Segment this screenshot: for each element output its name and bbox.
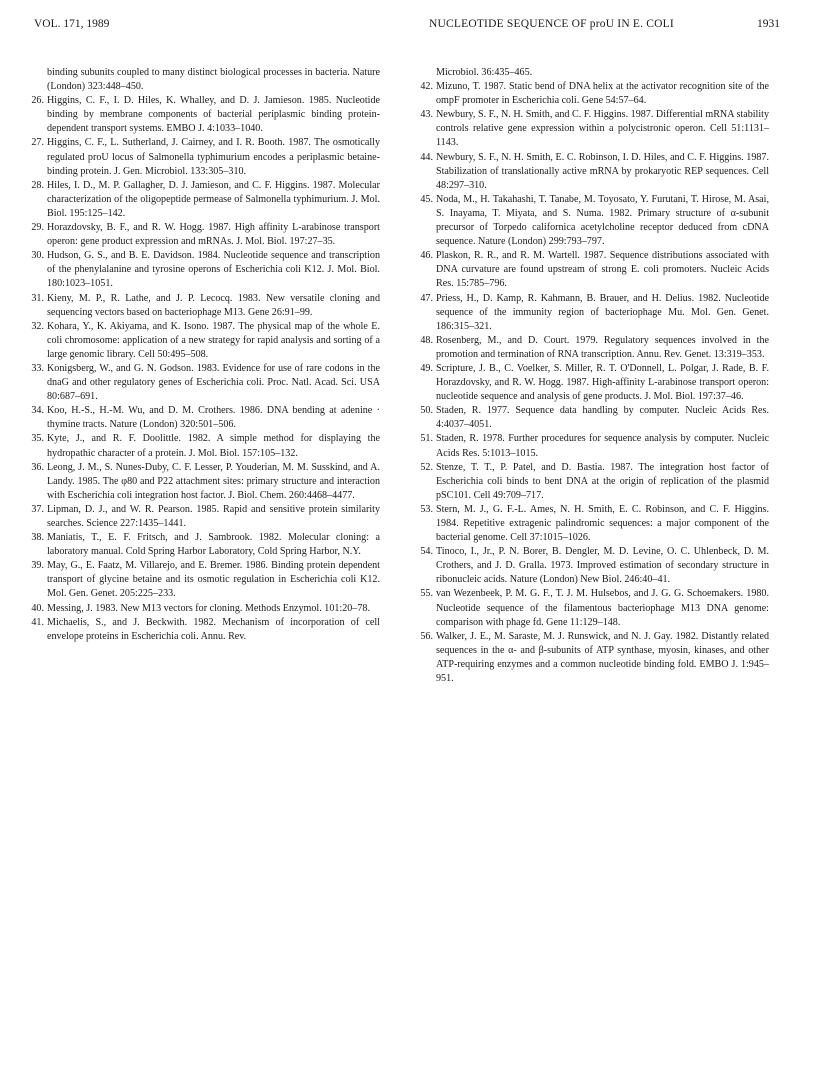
reference-entry xyxy=(31,221,380,249)
reference-text: Stern, M. J., G. F.-L. Ames, N. H. Smith, E. C. Robinson, and C. F. Higgins. 1984. Repetitive extragenic palindromic sequences: a major component of the bacterial genome. Cell 37:1015–1026. xyxy=(436,503,769,544)
reference-entry xyxy=(420,151,769,193)
continued-reference: binding subunits coupled to many distinct biological processes in bacteria. Nature (London) 323:448–450. xyxy=(47,67,380,93)
reference-entry xyxy=(31,362,380,404)
reference-entry xyxy=(420,630,769,686)
reference-entry xyxy=(31,616,380,644)
reference-number: 40. xyxy=(31,602,44,614)
reference-number: 32. xyxy=(31,320,44,332)
reference-number: 35. xyxy=(31,433,44,445)
reference-number: 31. xyxy=(31,292,44,304)
reference-entry xyxy=(420,108,769,150)
reference-text: Rosenberg, M., and D. Court. 1979. Regulatory sequences involved in the promotion and termination of RNA transcription. Annu. Rev. Genet. 13:319–353. xyxy=(436,334,769,360)
reference-entry xyxy=(420,503,769,545)
reference-entry xyxy=(31,320,380,362)
reference-text: Plaskon, R. R., and R. M. Wartell. 1987. Sequence distributions associated with DNA curvature are found upstream of strong E. coli promoters. Nucleic Acids Res. 15:785–796. xyxy=(436,250,769,290)
reference-text: Kyte, J., and R. F. Doolittle. 1982. A simple method for displaying the hydropathic character of a protein. J. Mol. Biol. 157:105–132. xyxy=(47,433,380,459)
reference-number: 38. xyxy=(31,532,44,544)
reference-text: Leong, J. M., S. Nunes-Duby, C. F. Lesser, P. Youderian, M. M. Susskind, and A. Landy. 1985. The φ80 and P22 attachment sites: primary structure and interaction with Escherichia coli integration host factor. J. Biol. Chem. 260:4468–4477. xyxy=(47,461,380,501)
reference-text: Tinoco, I., Jr., P. N. Borer, B. Dengler, M. D. Levine, O. C. Uhlenbeck, D. M. Crothers, and J. D. Gralla. 1973. Improved estimation of secondary structure in ribonucleic acids. Nature (London) New Biol. 246:40–41. xyxy=(436,546,769,586)
reference-number: 54. xyxy=(420,546,433,558)
reference-number: 50. xyxy=(420,405,433,417)
running-title: NUCLEOTIDE SEQUENCE OF proU IN E. COLI xyxy=(429,18,674,30)
reference-entry xyxy=(420,80,769,108)
reference-number: 29. xyxy=(31,222,44,234)
reference-number: 52. xyxy=(420,461,433,473)
page-number: 1931 xyxy=(757,18,780,30)
reference-text: Michaelis, S., and J. Beckwith. 1982. Mechanism of incorporation of cell envelope proteins in Escherichia coli. Annu. Rev. xyxy=(47,616,380,642)
reference-text: Newbury, S. F., N. H. Smith, and C. F. Higgins. 1987. Differential mRNA stability controls relative gene expression within a polycistronic operon. Cell 51:1131–1143. xyxy=(436,109,769,149)
reference-entry xyxy=(31,602,380,616)
reference-text: Newbury, S. F., N. H. Smith, E. C. Robinson, I. D. Hiles, and C. F. Higgins. 1987. Stabilization of translationally active mRNA by prokaryotic REP sequences. Cell 48:297–310. xyxy=(436,151,769,191)
reference-text: Higgins, C. F., L. Sutherland, J. Cairney, and I. R. Booth. 1987. The osmotically regulated proU locus of Salmonella typhimurium encodes a periplasmic betaine-binding protein. J. Gen. Microbiol. 133:305–310. xyxy=(47,137,380,177)
reference-text: Messing, J. 1983. New M13 vectors for cloning. Methods Enzymol. 101:20–78. xyxy=(47,602,370,614)
running-header xyxy=(34,18,780,38)
reference-text: May, G., E. Faatz, M. Villarejo, and E. Bremer. 1986. Binding protein dependent transport of glycine betaine and its osmotic regulation in Escherichia coli K12. Mol. Gen. Genet. 205:225–233. xyxy=(47,560,380,600)
reference-entry xyxy=(31,94,380,136)
reference-text: Konigsberg, W., and G. N. Godson. 1983. Evidence for use of rare codons in the dnaG and other regulatory genes of Escherichia coli. Proc. Natl. Acad. Sci. USA 80:687–691. xyxy=(47,362,380,403)
reference-text: Mizuno, T. 1987. Static bend of DNA helix at the activator recognition site of the ompF promoter in Escherichia coli. Gene 54:57–64. xyxy=(436,81,769,107)
reference-number: 37. xyxy=(31,503,44,515)
reference-number: 41. xyxy=(31,616,44,628)
reference-number: 49. xyxy=(420,362,433,374)
reference-text: Horazdovsky, B. F., and R. W. Hogg. 1987. High affinity L-arabinose transport operon: gene product expression and mRNAs. J. Mol. Biol. 197:27–35. xyxy=(47,222,380,248)
left-reference-column xyxy=(31,66,380,644)
reference-entry xyxy=(420,334,769,362)
reference-text: Noda, M., H. Takahashi, T. Tanabe, M. Toyosato, Y. Furutani, T. Hirose, M. Asai, S. Inayama, T. Miyata, and S. Numa. 1982. Primary structure of α-subunit precursor of Torpedo californica acetylcholine receptor deduced from cDNA sequence. Nature (London) 299:793–797. xyxy=(436,193,769,248)
reference-text: Kieny, M. P., R. Lathe, and J. P. Lecocq. 1983. New versatile cloning and sequencing vectors based on bacteriophage M13. Gene 26:91–99. xyxy=(47,292,380,318)
reference-entry xyxy=(420,292,769,334)
reference-text: van Wezenbeek, P. M. G. F., T. J. M. Hulsebos, and J. G. G. Schoemakers. 1980. Nucleotide sequence of the filamentous bacteriophage M13 DNA genome: comparison with phage fd. Gene 11:129–148. xyxy=(436,588,769,628)
reference-entry xyxy=(420,587,769,629)
reference-entry xyxy=(420,249,769,291)
reference-entry xyxy=(420,362,769,404)
reference-text: Scripture, J. B., C. Voelker, S. Miller, R. T. O'Donnell, L. Polgar, J. Rade, B. F. Horazdovsky, and R. W. Hogg. 1987. High-affinity L-arabinose transport operon: nucleotide sequence and analysis of gene products. J. Mol. Biol. 197:37–46. xyxy=(436,362,769,403)
reference-text: Staden, R. 1977. Sequence data handling by computer. Nucleic Acids Res. 4:4037–4051. xyxy=(436,405,769,431)
reference-text: Hudson, G. S., and B. E. Davidson. 1984. Nucleotide sequence and transcription of the phenylalanine and tyrosine operons of Escherichia coli K12. J. Mol. Biol. 180:1023–1051. xyxy=(47,250,380,290)
right-reference-column xyxy=(420,66,769,686)
reference-number: 45. xyxy=(420,193,433,205)
reference-number: 53. xyxy=(420,503,433,515)
reference-entry xyxy=(420,432,769,460)
reference-number: 27. xyxy=(31,137,44,149)
reference-number: 47. xyxy=(420,292,433,304)
reference-text: Walker, J. E., M. Saraste, M. J. Runswick, and N. J. Gay. 1982. Distantly related sequences in the α- and β-subunits of ATP synthase, myosin, kinases, and other ATP-requiring enzymes and a common nucleotide binding fold. EMBO J. 1:945–951. xyxy=(436,630,769,685)
reference-text: Koo, H.-S., H.-M. Wu, and D. M. Crothers. 1986. DNA bending at adenine · thymine tracts. Nature (London) 320:501–506. xyxy=(47,405,380,431)
reference-number: 43. xyxy=(420,109,433,121)
reference-entry xyxy=(31,432,380,460)
reference-number: 51. xyxy=(420,433,433,445)
reference-entry xyxy=(31,531,380,559)
reference-number: 33. xyxy=(31,362,44,374)
reference-entry xyxy=(31,503,380,531)
reference-entry xyxy=(420,545,769,587)
reference-number: 36. xyxy=(31,461,44,473)
reference-entry xyxy=(31,179,380,221)
reference-number: 30. xyxy=(31,250,44,262)
reference-number: 26. xyxy=(31,95,44,107)
volume-label: VOL. 171, 1989 xyxy=(34,18,110,30)
reference-entry xyxy=(31,136,380,178)
reference-entry xyxy=(31,404,380,432)
reference-text: Higgins, C. F., I. D. Hiles, K. Whalley, and D. J. Jamieson. 1985. Nucleotide binding by membrane components of bacterial periplasmic binding protein-dependent transport systems. EMBO J. 4:1033–1040. xyxy=(47,95,380,135)
reference-number: 34. xyxy=(31,405,44,417)
reference-text: Maniatis, T., E. F. Fritsch, and J. Sambrook. 1982. Molecular cloning: a laboratory manual. Cold Spring Harbor Laboratory, Cold Spring Harbor, N.Y. xyxy=(47,532,380,558)
reference-entry xyxy=(420,404,769,432)
reference-entry xyxy=(420,193,769,249)
reference-entry xyxy=(31,461,380,503)
reference-number: 28. xyxy=(31,179,44,191)
reference-text: Stenze, T. T., P. Patel, and D. Bastia. 1987. The integration host factor of Escherichia coli binds to bent DNA at the origin of replication of the plasmid pSC101. Cell 49:709–717. xyxy=(436,461,769,501)
reference-text: Hiles, I. D., M. P. Gallagher, D. J. Jamieson, and C. F. Higgins. 1987. Molecular characterization of the oligopeptide permease of Salmonella typhimurium. J. Mol. Biol. 195:125–142. xyxy=(47,179,380,219)
reference-text: Kohara, Y., K. Akiyama, and K. Isono. 1987. The physical map of the whole E. coli chromosome: application of a new strategy for rapid analysis and sorting of a large genomic library. Cell 50:495–508. xyxy=(47,320,380,360)
reference-entry xyxy=(420,461,769,503)
reference-number: 56. xyxy=(420,630,433,642)
reference-entry xyxy=(31,249,380,291)
continued-reference: Microbiol. 36:435–465. xyxy=(436,67,533,78)
reference-entry xyxy=(31,292,380,320)
reference-number: 46. xyxy=(420,250,433,262)
reference-number: 48. xyxy=(420,334,433,346)
reference-number: 39. xyxy=(31,560,44,572)
reference-text: Lipman, D. J., and W. R. Pearson. 1985. Rapid and sensitive protein similarity searches. Science 227:1435–1441. xyxy=(47,503,380,529)
reference-text: Staden, R. 1978. Further procedures for sequence analysis by computer. Nucleic Acids Res. 5:1013–1015. xyxy=(436,433,769,459)
reference-text: Priess, H., D. Kamp, R. Kahmann, B. Brauer, and H. Delius. 1982. Nucleotide sequence of the immunity region of bacteriophage Mu. Mol. Gen. Genet. 186:315–321. xyxy=(436,292,769,332)
reference-entry xyxy=(31,559,380,601)
reference-number: 44. xyxy=(420,151,433,163)
reference-number: 55. xyxy=(420,588,433,600)
reference-number: 42. xyxy=(420,81,433,93)
